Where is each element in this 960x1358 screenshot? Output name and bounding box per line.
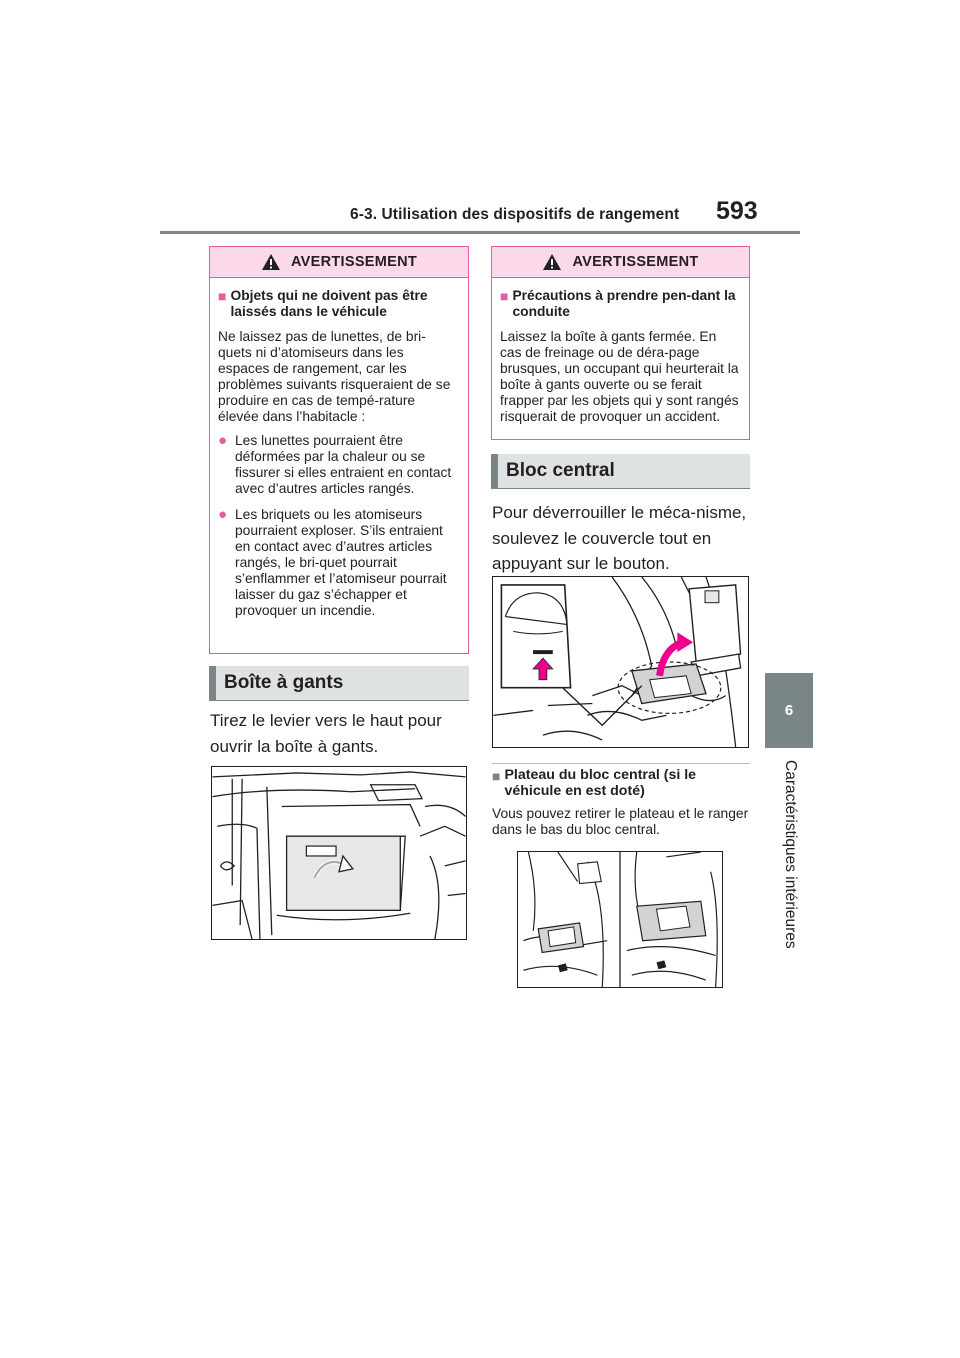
section-heading-glovebox: Boîte à gants [209,666,469,700]
tray-drawing [518,852,722,987]
warning-box-left [209,246,469,654]
console-instructions: Pour déverrouiller le méca-nisme, soulevez le couvercle tout en appuyant sur le bouton. [492,503,747,573]
page-number: 593 [716,197,758,225]
section-rule [491,488,750,489]
warning-label: AVERTISSEMENT [572,254,699,270]
glovebox-illustration [211,766,467,940]
warning-label: AVERTISSEMENT [290,254,418,270]
warning-triangle-icon [542,253,562,271]
console-illustration [492,576,749,748]
section-heading-console: Bloc central [491,454,750,488]
square-bullet-icon: ■ [218,288,227,304]
chapter-label: Caractéristiques intérieures [782,760,799,949]
section-rule [209,700,469,701]
list-item [218,507,458,619]
chapter-number: 6 [784,702,794,719]
bullet-dot-icon: ● [218,506,228,523]
tray-title: Plateau du bloc central (si le véhicule en est doté) [504,767,697,799]
warning-box-right [491,246,750,440]
warning-triangle-icon [261,253,281,271]
warning-text: Laissez la boîte à gants fermée. En cas de freinage ou de déra-page brusques, un occupant qui heurterait la boîte à gants ouverte ou se ferait frapper par les objets qui y sont rangés risquerait de provoquer un accident. [500,329,739,424]
tray-illustration [517,851,723,988]
warning-subtitle: Objets qui ne doivent pas être laissés dans le véhicule [230,288,428,319]
console-drawing [493,577,748,747]
chapter-tab[interactable] [765,673,813,748]
glovebox-drawing [212,767,466,939]
subsection-rule [492,763,750,764]
square-bullet-icon: ■ [500,288,509,304]
square-bullet-icon: ■ [492,768,501,784]
warning-subtitle: Précautions à prendre pen-dant la conduite [512,288,736,319]
bullet-text: Les briquets ou les atomiseurs pourraient exploser. S’ils entraient en contact avec d’autres articles rangés, le bri-quet pourrait s’enflammer et l’atomiseur pourrait laisser du gaz s’échapper et provoquer un incendie. [235,507,447,618]
bullet-dot-icon: ● [218,432,228,449]
bullet-text: Les lunettes pourraient être déformées par la chaleur ou se fissurer si elles entraient en contact avec d’autres articles rangés. [235,433,452,496]
chapter-label-container [770,760,810,960]
glovebox-instructions: Tirez le levier vers le haut pour ouvrir la boîte à gants. [210,711,442,756]
tray-instructions: Vous pouvez retirer le plateau et le ranger dans le bas du bloc central. [492,806,749,837]
list-item [218,433,458,497]
subsection-heading-tray [492,768,750,799]
header-rule [160,231,800,234]
warning-header [210,247,468,278]
warning-header [492,247,749,278]
running-header: 6-3. Utilisation des dispositifs de rangement [350,206,680,223]
warning-intro: Ne laissez pas de lunettes, de bri-quets ni d’atomiseurs dans les espaces de rangement, car les problèmes suivants risqueraient de se produire en cas de tempé-rature élevée dans l’habitacle : [218,329,451,424]
